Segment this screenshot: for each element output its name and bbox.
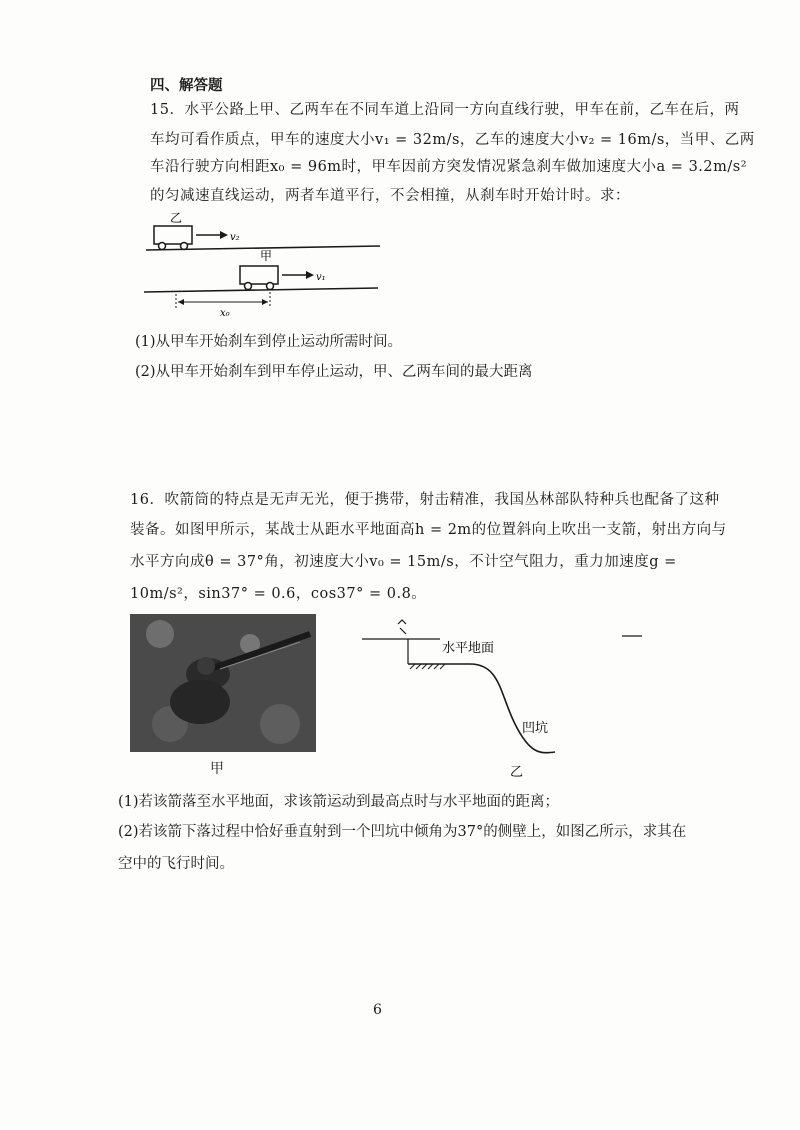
- car-b-label: 乙: [170, 211, 183, 225]
- q16-line-3: 水平方向成θ = 37°角，初速度大小v₀ = 15m/s，不计空气阻力，重力加速度g =: [130, 554, 677, 570]
- q16-line-4: 10m/s²，sin37° = 0.6，cos37° = 0.8。: [130, 586, 427, 602]
- q16-part-1: (1)若该箭落至水平地面，求该箭运动到最高点时与水平地面的距离；: [118, 794, 560, 810]
- car-a-wheel: [245, 283, 252, 290]
- v2-label: v₂: [230, 232, 240, 243]
- car-b-wheel: [181, 243, 188, 250]
- soldier-marker: [398, 620, 406, 634]
- car-a-label: 甲: [260, 249, 273, 263]
- q15-line-1: 15．水平公路上甲、乙两车在不同车道上沿同一方向直线行驶，甲车在前，乙车在后，两: [150, 102, 740, 118]
- x0-label: x₀: [220, 308, 230, 318]
- v1-arrow-head: [306, 271, 314, 279]
- car-a-wheel: [267, 283, 274, 290]
- pit-label: 凹坑: [522, 721, 549, 736]
- q15-line-2: 车均可看作质点，甲车的速度大小v₁ = 32m/s，乙车的速度大小v₂ = 16m/s，当甲、乙两: [150, 132, 755, 148]
- car-b-wheel: [159, 243, 166, 250]
- section-title: 四、解答题: [150, 77, 223, 94]
- q16-part-2: (2)若该箭下落过程中恰好垂直射到一个凹坑中倾角为37°的侧壁上，如图乙所示，求其在: [118, 824, 687, 840]
- q16-part-2-cont: 空中的飞行时间。: [118, 856, 234, 872]
- soldier-silhouette: [130, 614, 316, 752]
- q16-line-2: 装备。如图甲所示，某战士从距水平地面高h = 2m的位置斜向上吹出一支箭，射出方向与: [130, 522, 727, 538]
- car-b-body: [154, 226, 192, 244]
- ground-label: 水平地面: [442, 641, 495, 656]
- lower-road: [144, 288, 378, 292]
- figure-b-label: 乙: [510, 765, 524, 780]
- q15-line-3: 车沿行驶方向相距x₀ = 96m时，甲车因前方突发情况紧急刹车做加速度大小a = 3.2m/s²: [150, 159, 748, 175]
- q15-part-1: (1)从甲车开始刹车到停止运动所需时间。: [135, 334, 403, 350]
- car-a-body: [240, 266, 278, 284]
- q16-line-1: 16．吹箭筒的特点是无声无光，便于携带，射击精准，我国丛林部队特种兵也配备了这种: [130, 492, 720, 508]
- pit-diagram: [360, 614, 650, 784]
- x0-arrow-right: [262, 299, 268, 305]
- figure-a-label: 甲: [210, 761, 224, 777]
- q15-line-4: 的匀减速直线运动，两者车道平行，不会相撞，从刹车时开始计时。求：: [150, 188, 630, 204]
- v1-label: v₁: [316, 272, 326, 283]
- v2-arrow-head: [220, 231, 228, 239]
- soldier-photo: [130, 614, 316, 752]
- x0-arrow-left: [178, 299, 184, 305]
- pit-wall-curve: [470, 664, 555, 753]
- page-number: 6: [373, 1002, 382, 1018]
- q15-part-2: (2)从甲车开始刹车到甲车停止运动，甲、乙两车间的最大距离: [135, 364, 533, 380]
- q15-figure: [140, 208, 390, 318]
